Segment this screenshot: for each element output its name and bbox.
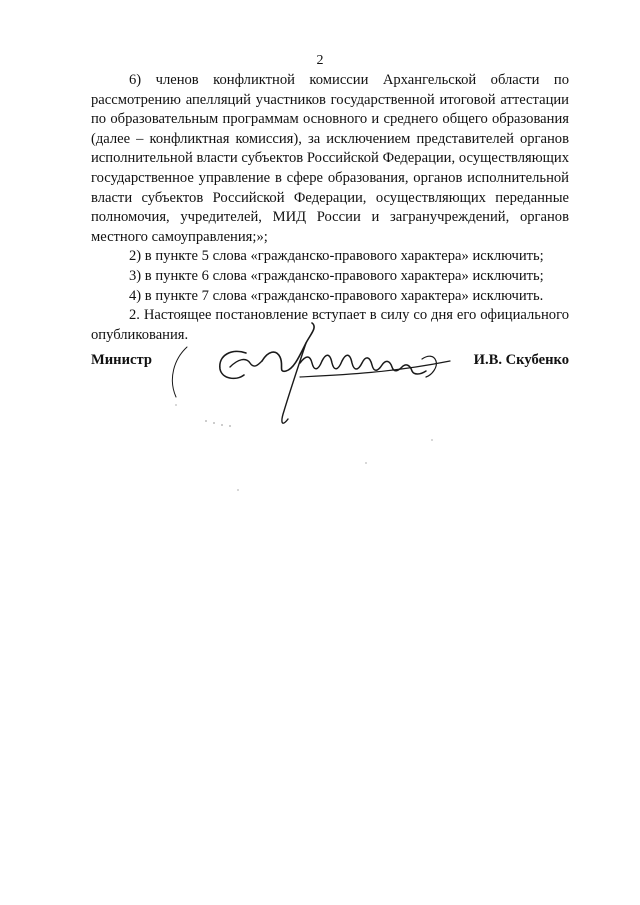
- paragraph-point-6-amendment: 3) в пункте 6 слова «гражданско-правового характера» исключить;: [129, 267, 544, 284]
- signatory-position: Министр: [91, 352, 152, 368]
- signatory-name: И.В. Скубенко: [473, 352, 569, 368]
- paragraph-item-6: 6) членов конфликтной комиссии Архангельской области по рассмотрению апелляций участников государственной итоговой аттестации по образовательным программам основного и среднего общего образования (далее – конфликтная комиссия), за исключением представителей органов исполнительной власти субъектов Российской Федерации, осуществляющих государственное управление в сфере образования, органов исполнительной власти субъектов Российской Федерации, осуществляющих переданные полномочия, учредителей, МИД России и загранучреждений, органов местного самоуправления;»;: [91, 72, 569, 245]
- page-number: 2: [316, 53, 324, 68]
- paragraph-point-5-amendment: 2) в пункте 5 слова «гражданско-правового характера» исключить;: [129, 248, 544, 265]
- paragraph-point-7-amendment: 4) в пункте 7 слова «гражданско-правового характера» исключить.: [129, 287, 544, 304]
- paragraph-entry-into-force: 2. Настоящее постановление вступает в силу со дня его официального опубликования.: [91, 307, 569, 343]
